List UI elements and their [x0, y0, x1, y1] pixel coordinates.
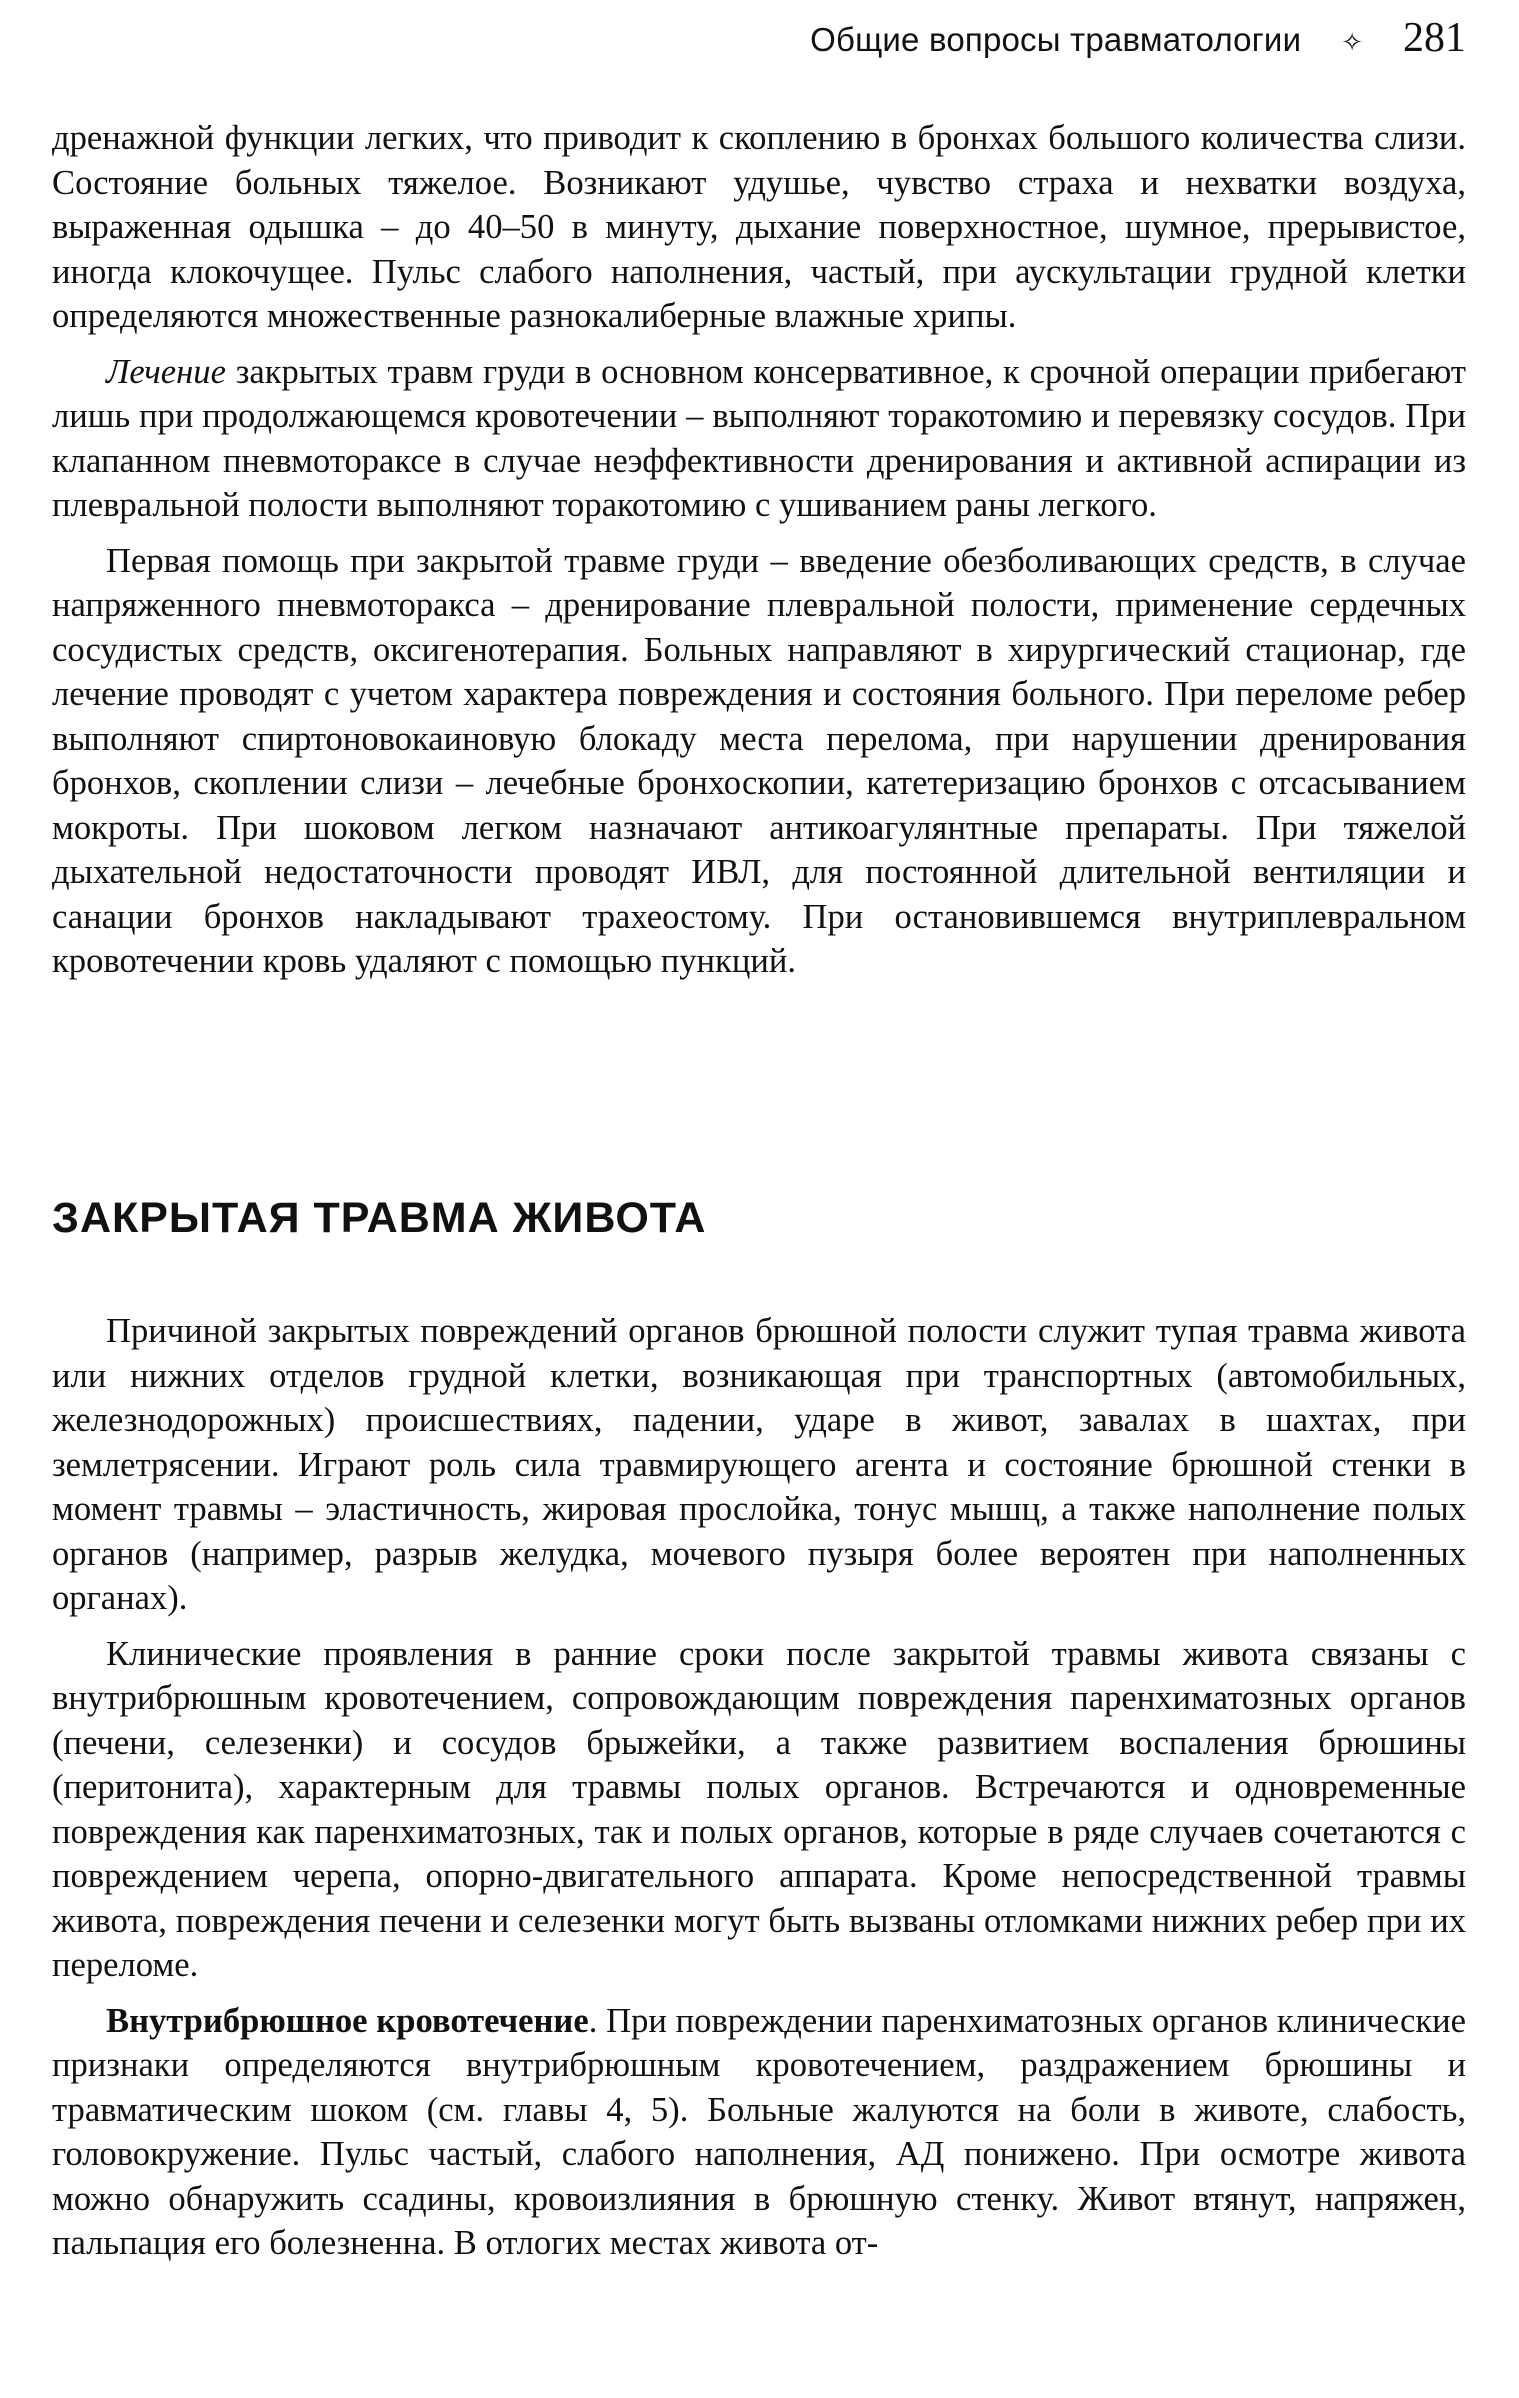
paragraph-2-lead: Лечение — [106, 352, 226, 391]
paragraph-1-text: дренажной функции легких, что приводит к скоплению в бронхах большого количества слизи. Состояние больных тяжелое. Возникают удушье, чувство страха и нехватки воздуха, выраженная одышка – до 40–50 в минуту, дыхание поверхностное, шумное, прерывистое, иногда клокочущее. Пульс слабого наполнения, частый, при аускультации грудной клетки определяются множественные разнокалиберные влажные хрипы. — [52, 119, 1466, 335]
paragraph-3-text: Первая помощь при закрытой травме груди – введение обезболивающих средств, в случае напряженного пневмоторакса – дренирование плевральной полости, применение сердечных сосудистых средств, оксигенотерапия. Больных направляют в хирургический стационар, где лечение проводят с учетом характера повреждения и состояния больного. При переломе ребер выполняют спиртоновокаиновую блокаду места перелома, при нарушении дренирования бронхов, скоплении слизи – лечебные бронхоскопии, катетеризацию бронхов с отсасыванием мокроты. При шоковом легком назначают антикоагулянтные препараты. При тяжелой дыхательной недостаточности проводят ИВЛ, для постоянной длительной вентиляции и санации бронхов накладывают трахеостому. При остановившемся внутриплевральном кровотечении кровь удаляют с помощью пункций. — [52, 541, 1466, 980]
paragraph-3 — [52, 539, 1466, 984]
paragraph-5 — [52, 1632, 1466, 1988]
paragraph-5-text: Клинические проявления в ранние сроки после закрытой травмы живота связаны с внутрибрюшным кровотечением, сопровождающим повреждения паренхиматозных органов (печени, селезенки) и сосудов брыжейки, а также развитием воспаления брюшины (перитонита), характерным для травмы полых органов. Встречаются и одновременные повреждения как паренхиматозных, так и полых органов, которые в ряде случаев сочетаются с повреждением черепа, опорно-двигательного аппарата. Кроме непосредственной травмы живота, повреждения печени и селезенки могут быть вызваны отломками нижних ребер при их переломе. — [52, 1634, 1466, 1984]
paragraph-4 — [52, 1309, 1466, 1621]
paragraph-1 — [52, 116, 1466, 339]
paragraph-6-lead: Внутрибрюшное кровотечение — [106, 2001, 589, 2040]
paragraph-2 — [52, 350, 1466, 528]
diamond-ornament-icon: ✧ — [1341, 27, 1363, 57]
paragraph-6 — [52, 1999, 1466, 2266]
running-title: Общие вопросы травматологии — [810, 21, 1302, 58]
paragraph-4-text: Причиной закрытых повреждений органов брюшной полости служит тупая травма живота или нижних отделов грудной клетки, возникающая при транспортных (автомобильных, железнодорожных) происшествиях, падении, ударе в живот, завалах в шахтах, при землетрясении. Играют роль сила травмирующего агента и состояние брюшной стенки в момент травмы – эластичность, жировая прослойка, тонус мышц, а также наполнение полых органов (например, разрыв желудка, мочевого пузыря более вероятен при наполненных органах). — [52, 1312, 1466, 1617]
text-block-top — [52, 116, 1466, 984]
page-number: 281 — [1403, 15, 1466, 61]
paragraph-2-text: закрытых травм груди в основном консервативное, к срочной операции прибегают лишь при продолжающемся кровотечении – выполняют торакотомию и перевязку сосудов. При клапанном пневмотораксе в случае неэффективности дренирования и активной аспирации из плевральной полости выполняют торакотомию с ушиванием раны легкого. — [52, 352, 1466, 524]
running-header — [810, 14, 1466, 62]
paragraph-6-text: . При повреждении паренхиматозных органов клинические признаки определяются внутрибрюшным кровотечением, раздражением брюшины и травматическим шоком (см. главы 4, 5). Больные жалуются на боли в животе, слабость, головокружение. Пульс частый, слабого наполнения, АД понижено. При осмотре живота можно обнаружить ссадины, кровоизлияния в брюшную стенку. Живот втянут, напряжен, пальпация его болезненна. В отлогих местах живота от- — [52, 2001, 1466, 2262]
section-title: ЗАКРЫТАЯ ТРАВМА ЖИВОТА — [52, 1194, 707, 1242]
text-block-bottom — [52, 1309, 1466, 2266]
